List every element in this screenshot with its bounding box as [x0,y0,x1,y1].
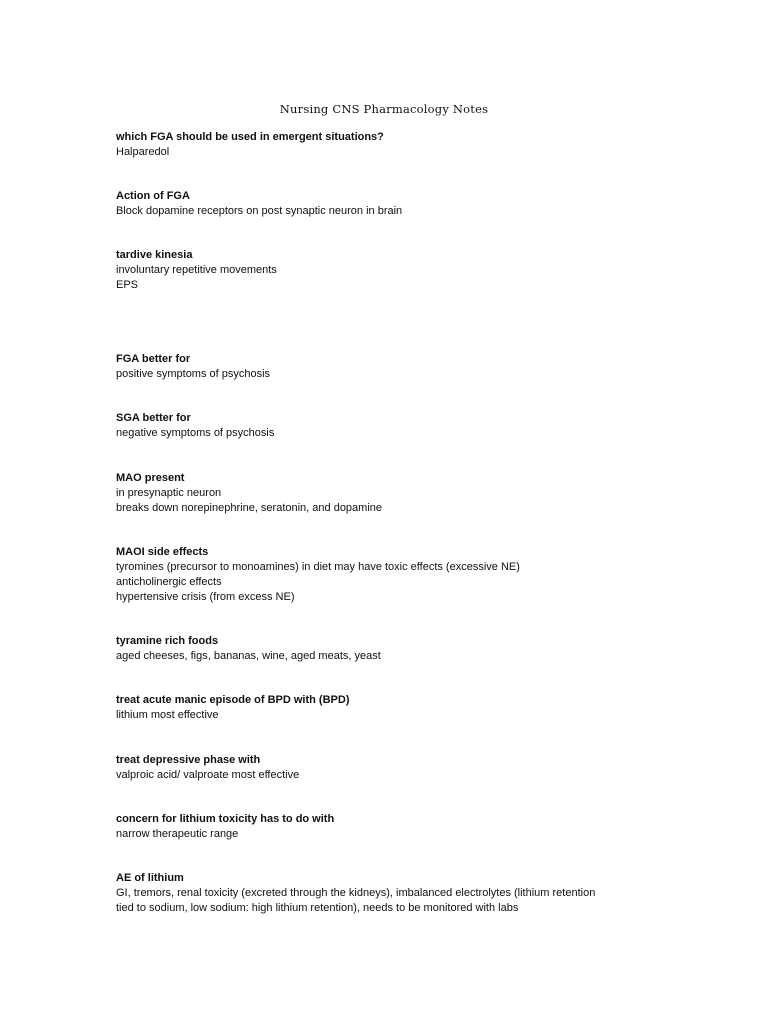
card-term: treat depressive phase with [116,754,261,766]
card-term: concern for lithium toxicity has to do with [116,813,335,825]
flashcard [116,352,676,382]
card-definition: negative symptoms of psychosis [116,427,275,439]
card-definition: GI, tremors, renal toxicity (excreted through the kidneys), imbalanced electrolytes (lithium retention [116,887,596,899]
flashcard [116,634,676,664]
card-definition: lithium most effective [116,709,219,721]
card-definition: aged cheeses, figs, bananas, wine, aged meats, yeast [116,650,381,662]
card-definition: in presynaptic neuron [116,487,222,499]
flashcard [116,411,676,441]
flashcard [116,545,676,605]
flashcard [116,812,676,842]
card-term: Action of FGA [116,190,190,202]
card-definition: hypertensive crisis (from excess NE) [116,591,295,603]
flashcard [116,189,676,219]
card-definition: tied to sodium, low sodium: high lithium retention), needs to be monitored with labs [116,902,519,914]
page-title: Nursing CNS Pharmacology Notes [279,102,489,116]
card-definition: valproic acid/ valproate most effective [116,769,300,781]
card-term: AE of lithium [116,872,184,884]
card-term: FGA better for [116,353,191,365]
card-term: tardive kinesia [116,249,193,261]
card-definition: narrow therapeutic range [116,828,239,840]
card-definition: anticholinergic effects [116,576,222,588]
flashcard [116,248,676,293]
flashcard [116,753,676,783]
card-definition: breaks down norepinephrine, seratonin, and dopamine [116,502,383,514]
flashcard [116,130,676,160]
flashcard [116,693,676,723]
card-definition: tyromines (precursor to monoamines) in diet may have toxic effects (excessive NE) [116,561,520,573]
flashcard [116,471,676,516]
flashcard [116,871,676,916]
card-definition: Block dopamine receptors on post synaptic neuron in brain [116,205,403,217]
card-term: treat acute manic episode of BPD with (BPD) [116,694,350,706]
card-definition: Halparedol [116,146,170,158]
card-term: SGA better for [116,412,191,424]
card-term: tyramine rich foods [116,635,219,647]
card-term: which FGA should be used in emergent situations? [116,131,384,143]
card-term: MAOI side effects [116,546,209,558]
card-definition: positive symptoms of psychosis [116,368,271,380]
card-term: MAO present [116,472,185,484]
card-definition: EPS [116,279,139,291]
card-definition: involuntary repetitive movements [116,264,277,276]
